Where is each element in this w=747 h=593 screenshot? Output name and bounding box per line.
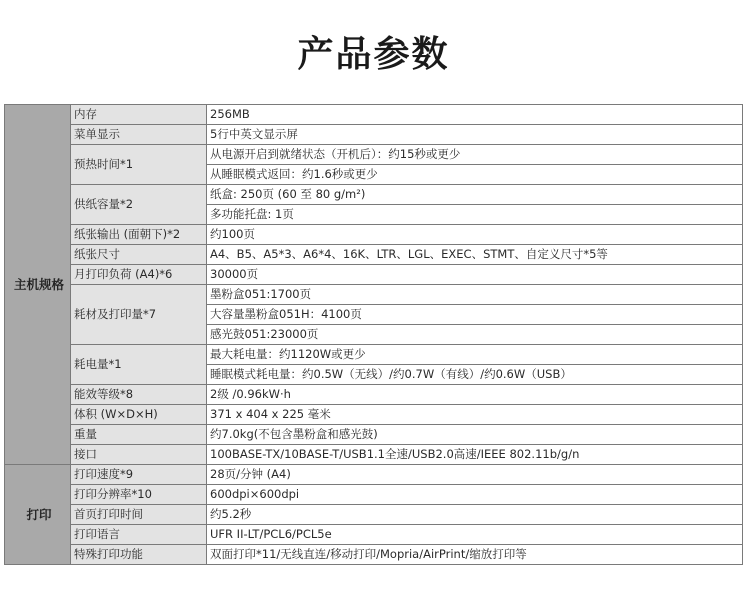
table-row [5, 545, 743, 565]
spec-value: 600dpi×600dpi [207, 485, 743, 505]
table-row [5, 385, 743, 405]
spec-value: 睡眠模式耗电量：约0.5W（无线）/约0.7W（有线）/约0.6W（USB） [207, 365, 743, 385]
table-row [5, 505, 743, 525]
table-row [5, 465, 743, 485]
spec-label: 体积 (W×D×H) [71, 405, 207, 425]
spec-value: 约7.0kg(不包含墨粉盒和感光鼓) [207, 425, 743, 445]
spec-label: 耗电量*1 [71, 345, 207, 385]
spec-value: 371 x 404 x 225 毫米 [207, 405, 743, 425]
spec-label: 首页打印时间 [71, 505, 207, 525]
table-row [5, 105, 743, 125]
section-category: 主机规格 [5, 105, 71, 465]
spec-value: A4、B5、A5*3、A6*4、16K、LTR、LGL、EXEC、STMT、自定义尺寸*5等 [207, 245, 743, 265]
spec-label: 纸张输出 (面朝下)*2 [71, 225, 207, 245]
spec-label: 特殊打印功能 [71, 545, 207, 565]
spec-table [4, 104, 743, 565]
spec-value: 大容量墨粉盒051H：4100页 [207, 305, 743, 325]
table-row [5, 225, 743, 245]
spec-value: 墨粉盒051:1700页 [207, 285, 743, 305]
spec-label: 预热时间*1 [71, 145, 207, 185]
spec-value: 2级 /0.96kW·h [207, 385, 743, 405]
spec-value: 约100页 [207, 225, 743, 245]
spec-label: 供纸容量*2 [71, 185, 207, 225]
spec-label: 打印语言 [71, 525, 207, 545]
spec-value: UFR II-LT/PCL6/PCL5e [207, 525, 743, 545]
spec-value: 最大耗电量：约1120W或更少 [207, 345, 743, 365]
table-row [5, 265, 743, 285]
spec-value: 5行中英文显示屏 [207, 125, 743, 145]
table-row [5, 405, 743, 425]
spec-label: 耗材及打印量*7 [71, 285, 207, 345]
spec-label: 打印分辨率*10 [71, 485, 207, 505]
spec-label: 接口 [71, 445, 207, 465]
table-row [5, 445, 743, 465]
spec-value: 100BASE-TX/10BASE-T/USB1.1全速/USB2.0高速/IEEE 802.11b/g/n [207, 445, 743, 465]
table-row [5, 525, 743, 545]
section-category: 打印 [5, 465, 71, 565]
table-row [5, 285, 743, 305]
spec-value: 30000页 [207, 265, 743, 285]
spec-table-body [5, 105, 743, 565]
spec-value: 从睡眠模式返回：约1.6秒或更少 [207, 165, 743, 185]
table-row [5, 145, 743, 165]
table-row [5, 345, 743, 365]
table-row [5, 245, 743, 265]
page-title: 产品参数 [297, 34, 450, 75]
spec-value: 多功能托盘: 1页 [207, 205, 743, 225]
table-row [5, 185, 743, 205]
spec-value: 28页/分钟 (A4) [207, 465, 743, 485]
spec-label: 内存 [71, 105, 207, 125]
spec-value: 纸盒: 250页 (60 至 80 g/m²) [207, 185, 743, 205]
spec-value: 256MB [207, 105, 743, 125]
table-row [5, 425, 743, 445]
table-row [5, 125, 743, 145]
spec-label: 菜单显示 [71, 125, 207, 145]
spec-value: 从电源开启到就绪状态（开机后）：约15秒或更少 [207, 145, 743, 165]
spec-label: 打印速度*9 [71, 465, 207, 485]
spec-value: 双面打印*11/无线直连/移动打印/Mopria/AirPrint/缩放打印等 [207, 545, 743, 565]
spec-label: 重量 [71, 425, 207, 445]
spec-value: 感光鼓051:23000页 [207, 325, 743, 345]
spec-label: 能效等级*8 [71, 385, 207, 405]
spec-value: 约5.2秒 [207, 505, 743, 525]
spec-label: 纸张尺寸 [71, 245, 207, 265]
table-row [5, 485, 743, 505]
spec-label: 月打印负荷 (A4)*6 [71, 265, 207, 285]
